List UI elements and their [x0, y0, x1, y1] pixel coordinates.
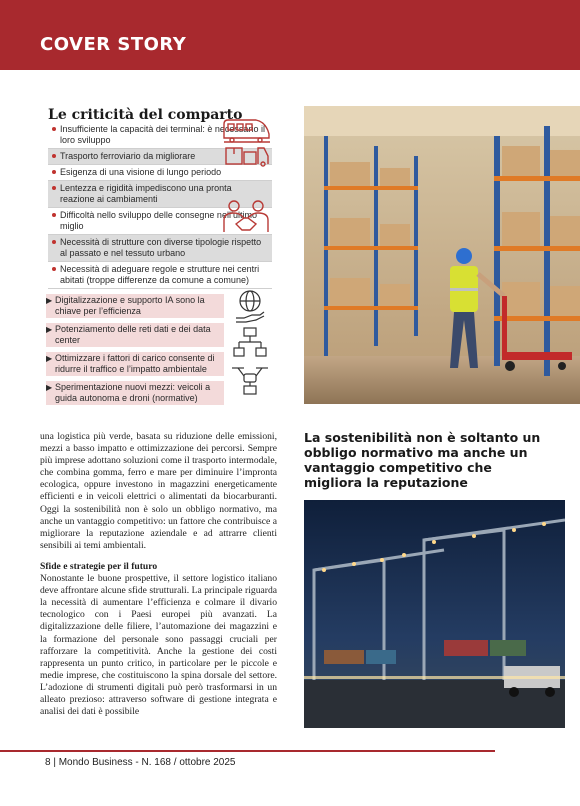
bullet-icon: [52, 240, 56, 244]
arrow-right-icon: ▶: [46, 296, 53, 305]
solutions-list: [46, 294, 224, 405]
list-item: Insufficiente la capacità dei terminal: è necessario il loro sviluppo: [48, 122, 272, 149]
port-photo: [304, 500, 565, 728]
boxes-icon: [222, 142, 272, 168]
list-item: Lentezza e rigidità impediscono una pronta reazione ai cambiamenti: [48, 181, 272, 208]
bullet-icon: [52, 186, 56, 190]
section-title: COVER STORY: [40, 34, 187, 55]
list-item: ▶ Sperimentazione nuovi mezzi: veicoli a guida autonoma e droni (normative): [46, 381, 224, 405]
arrow-right-icon: ▶: [46, 325, 53, 334]
list-item: ▶ Digitalizzazione e supporto IA sono la chiave per l’efficienza: [46, 294, 224, 318]
globe-hand-icon: [232, 288, 268, 324]
box-title: Le criticità del comparto: [48, 107, 243, 123]
subheading: Sfide e strategie per il futuro: [40, 560, 158, 572]
list-item: ▶ Ottimizzare i fattori di carico consente di ridurre il traffico e l’impatto ambientale: [46, 352, 224, 376]
header-band: [0, 0, 580, 70]
bullet-icon: [52, 267, 56, 271]
arrow-right-icon: ▶: [46, 383, 53, 392]
list-item: Necessità di strutture con diverse tipologie rispetto al passato e nel tessuto urbano: [48, 235, 272, 262]
footer-rule: [0, 750, 495, 752]
bullet-icon: [52, 213, 56, 217]
list-item: Esigenza di una visione di lungo periodo: [48, 165, 272, 181]
list-item: ▶ Potenziamento delle reti dati e dei data center: [46, 323, 224, 347]
handshake-people-icon: [220, 198, 272, 236]
list-item: Necessità di adeguare regole e strutture nei centri abitati (troppe differenze da comune a comune): [48, 262, 272, 289]
bullet-icon: [52, 127, 56, 131]
paragraph: una logistica più verde, basata su riduzione delle emissioni, mezzi a basso impatto e ottimizzazione dei percorsi. Sempre più imprese adottano soluzioni come il trasporto intermodale, che combina gomma, ferro e mare per diminuire l’impronta ecologica, oppure investono in magazzini energeticamente efficienti e in veicoli elettrici o alimentati da biocarburanti. Oggi la sostenibilità non è solo un obbligo normativo, ma anche un vantaggio competitivo: un fattore che contribuisce a migliorare la reputazione aziendale e ad attrarre clienti sensibili ai temi ambientali.: [40, 431, 277, 551]
list-item: Trasporto ferroviario da migliorare: [48, 149, 272, 165]
arrow-right-icon: ▶: [46, 354, 53, 363]
page-footer: 8 | Mondo Business - N. 168 / ottobre 2025: [45, 757, 236, 768]
article-body: [40, 431, 277, 718]
network-icon: [232, 326, 268, 360]
bullet-icon: [52, 170, 56, 174]
warehouse-photo: [304, 106, 580, 404]
list-item: Difficoltà nello sviluppo delle consegne nell’ultimo miglio: [48, 208, 272, 235]
paragraph: Nonostante le buone prospettive, il settore logistico italiano deve affrontare alcune sfide strutturali. La principale riguarda la necessità di aumentare l’efficienza e colmare il divario tecnologico con i Paesi europei più avanzati. La digitalizzazione delle filiere, l’automazione dei magazzini e la formazione del personale sono passaggi cruciali per rafforzare la competitività. Anche la gestione dei costi rappresenta un punto critico, in particolare per le piccole e medie imprese, che costituiscono la spina dorsale del settore. L’adozione di strumenti digitali può però trasformarsi in un alleato prezioso: attraverso software di gestione integrata e analisi dei dati è possibile: [40, 573, 277, 718]
bullet-icon: [52, 154, 56, 158]
drone-icon: [230, 362, 270, 396]
pull-quote: La sostenibilità non è soltanto un obbligo normativo ma anche un vantaggio competitivo che migliora la reputazione: [304, 430, 541, 490]
